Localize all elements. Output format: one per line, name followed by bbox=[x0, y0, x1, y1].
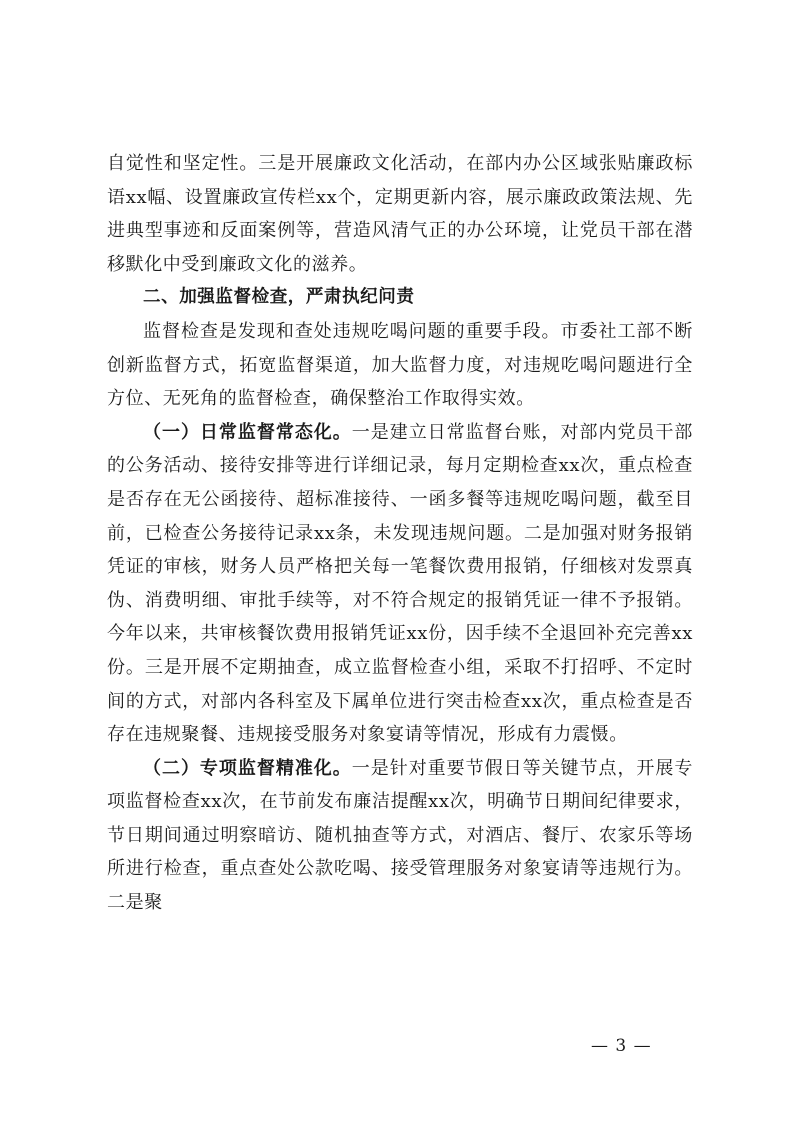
page-number: — 3 — bbox=[591, 1036, 652, 1056]
subsection-body-special: 一是针对重要节假日等关键节点，开展专项监督检查xx次，在节前发布廉洁提醒xx次，明确节日期间纪律要求，节日期间通过明察暗访、随机抽查等方式，对酒店、餐厅、农家乐等场所进行检查，重点查处公款吃喝、接受管理服务对象宴请等违规行为。二是聚 bbox=[107, 757, 693, 914]
subsection-body-daily: 一是建立日常监督台账，对部内党员干部的公务活动、接待安排等进行详细记录，每月定期检查xx次，重点检查是否存在无公函接待、超标准接待、一函多餐等违规吃喝问题，截至目前，已检查公务接待记录xx条，未发现违规问题。二是加强对财务报销凭证的审核，财务人员严格把关每一笔餐饮费用报销，仔细核对发票真伪、消费明细、审批手续等，对不符合规定的报销凭证一律不予报销。今年以来，共审核餐饮费用报销凭证xx份，因手续不全退回补充完善xx份。三是开展不定期抽查，成立监督检查小组，采取不打招呼、不定时间的方式，对部内各科室及下属单位进行突击检查xx次，重点检查是否存在违规聚餐、违规接受服务对象宴请等情况，形成有力震慑。 bbox=[107, 421, 693, 746]
paragraph-culture-activities: 自觉性和坚定性。三是开展廉政文化活动，在部内办公区域张贴廉政标语xx幅、设置廉政宣传栏xx个，定期更新内容，展示廉政政策法规、先进典型事迹和反面案例等，营造风清气正的办公环境，让党员干部在潜移默化中受到廉政文化的滋养。 bbox=[107, 153, 693, 275]
subsection-title-daily: （一）日常监督常态化。 bbox=[143, 421, 352, 443]
paragraph-daily-supervision bbox=[107, 416, 693, 752]
paragraph-special-supervision bbox=[107, 752, 693, 920]
document-body bbox=[107, 147, 693, 920]
paragraph-supervision-intro: 监督检查是发现和查处违规吃喝问题的重要手段。市委社工部不断创新监督方式，拓宽监督渠道，加大监督力度，对违规吃喝问题进行全方位、无死角的监督检查，确保整治工作取得实效。 bbox=[107, 320, 693, 410]
section-heading-supervision: 二、加强监督检查，严肃执纪问责 bbox=[143, 287, 415, 308]
subsection-title-special: （二）专项监督精准化。 bbox=[143, 757, 352, 779]
